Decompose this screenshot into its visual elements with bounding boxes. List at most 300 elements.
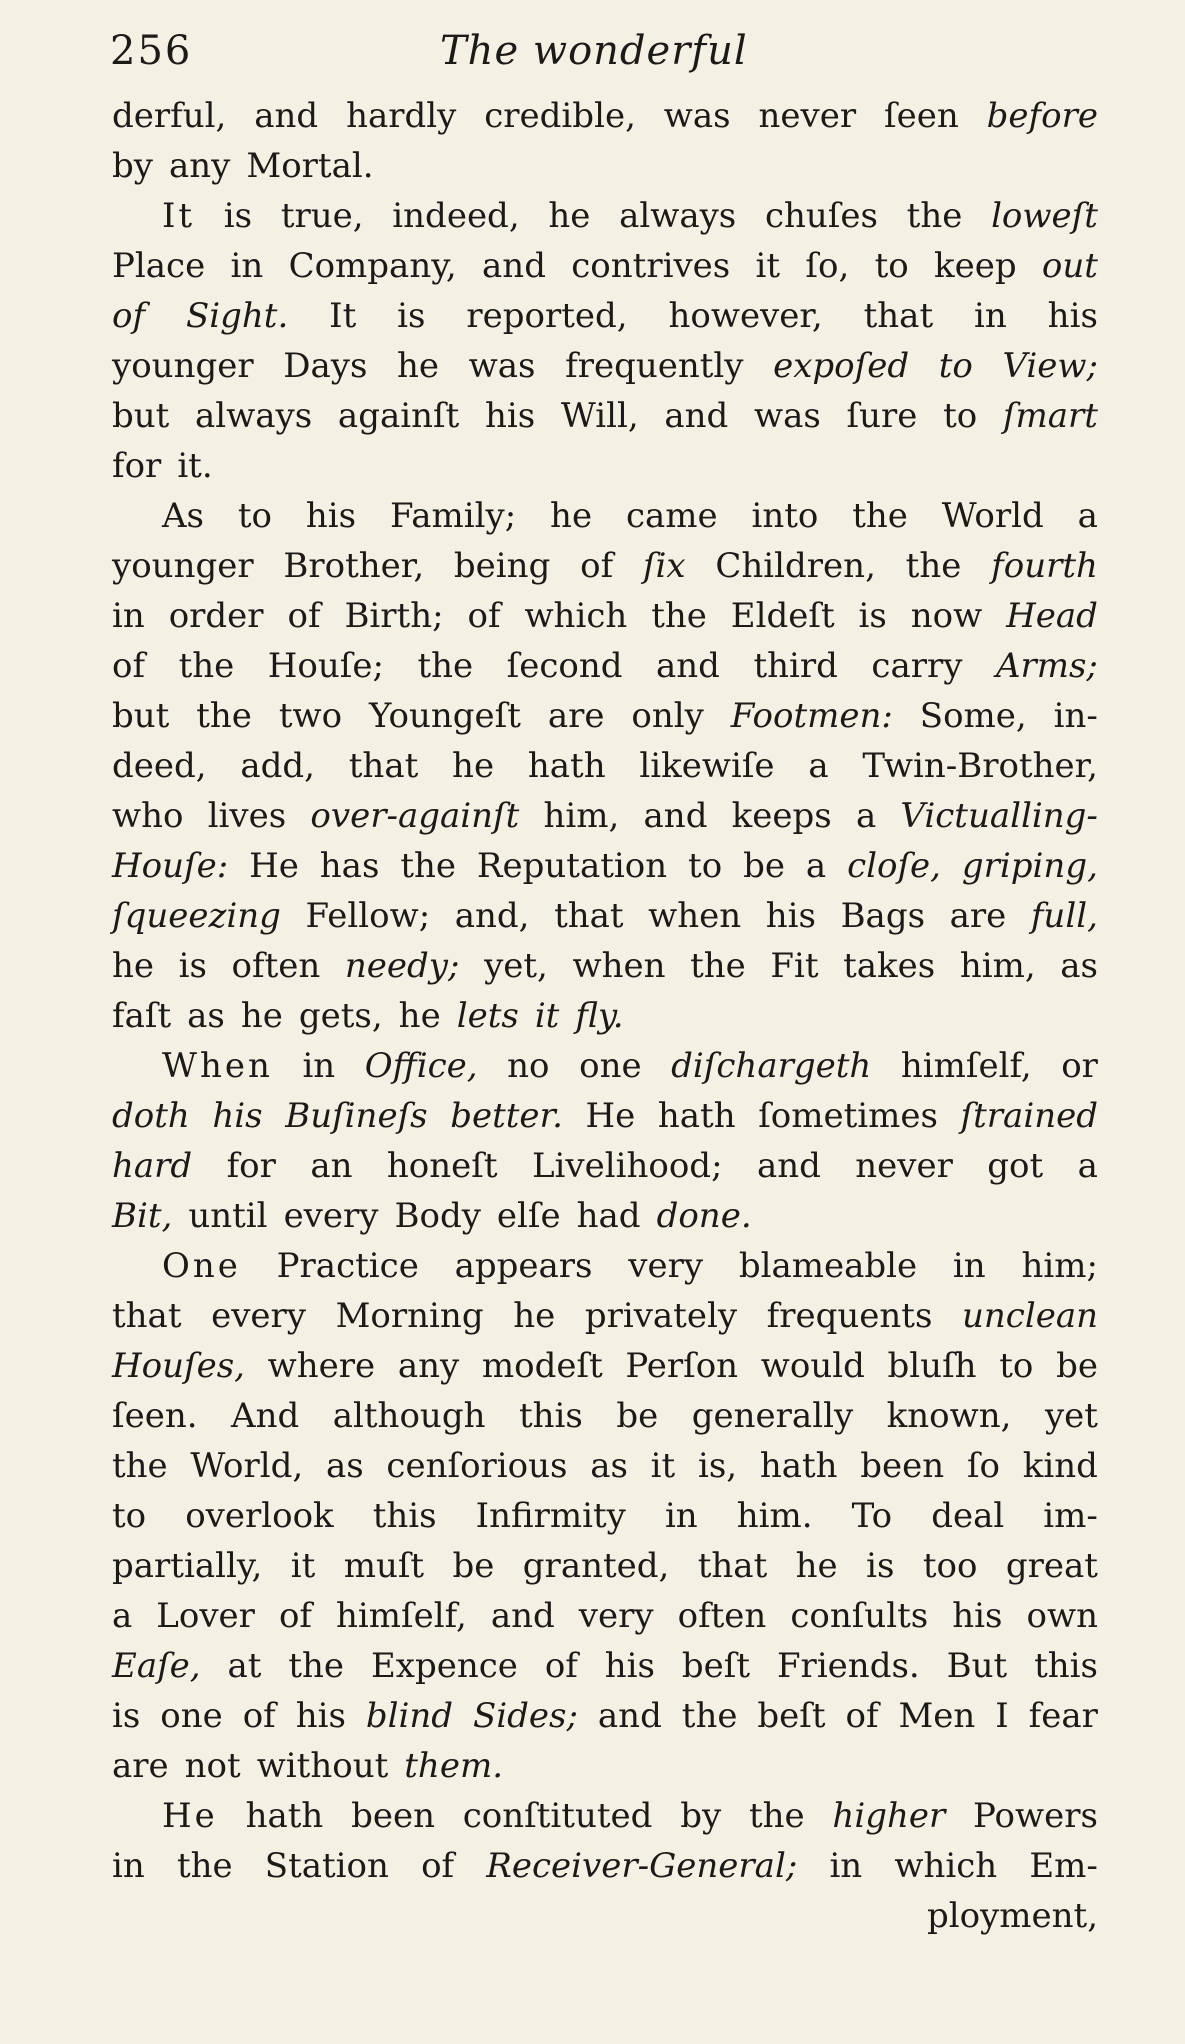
word: To (851, 1496, 893, 1536)
text-line (112, 1296, 1098, 1346)
word: is (397, 296, 426, 336)
word: a (855, 796, 877, 836)
word: of (580, 546, 614, 586)
word: that (863, 296, 934, 336)
word: very (578, 1596, 654, 1636)
word: and (482, 246, 546, 286)
word: View; (1002, 346, 1098, 386)
word: ſix (642, 546, 686, 586)
word: great (1005, 1546, 1098, 1586)
word: in (664, 1496, 698, 1536)
word: Houſes, (112, 1346, 245, 1386)
word: Eldeſt (730, 596, 835, 636)
word: never (758, 96, 857, 136)
word: would (760, 1346, 865, 1386)
word: him. (736, 1496, 813, 1536)
word: as (1060, 946, 1098, 986)
word: Houſe: (112, 846, 229, 886)
word: fly. (575, 996, 624, 1036)
word: Sides; (473, 1696, 578, 1736)
word: takes (843, 946, 936, 986)
word: As (162, 496, 205, 536)
word: One (162, 1246, 241, 1286)
word: in (302, 1046, 336, 1086)
word: better. (450, 1096, 563, 1136)
word: as (590, 1446, 628, 1486)
word: gets, (298, 996, 383, 1036)
word: World (941, 496, 1044, 536)
text-line (112, 1496, 1098, 1546)
word: He (585, 1096, 636, 1136)
word: him, (959, 946, 1036, 986)
word: it (650, 1446, 676, 1486)
word: he (548, 196, 591, 236)
word: before (986, 96, 1098, 136)
text-line (112, 296, 1098, 346)
text-line (112, 1196, 1098, 1246)
word: hard (112, 1146, 193, 1186)
word: it (534, 996, 560, 1036)
word: faſt (112, 996, 172, 1036)
word: needy; (344, 946, 460, 986)
word: the (196, 696, 252, 736)
word: ſmart (1002, 396, 1098, 436)
word: are (547, 696, 605, 736)
word: ſecond (506, 646, 623, 686)
word: the (112, 1446, 168, 1486)
word: It (329, 296, 357, 336)
word: any (168, 146, 231, 186)
word: ſometimes (758, 1096, 938, 1136)
word: credible, (484, 96, 636, 136)
word: that (697, 1546, 768, 1586)
word: diſchargeth (671, 1046, 872, 1086)
word: hath (759, 1446, 838, 1486)
word: true, (280, 196, 364, 236)
word: ſure (846, 396, 918, 436)
word: ployment, (926, 1896, 1098, 1936)
word: done. (656, 1196, 752, 1236)
word: Footmen: (730, 696, 893, 736)
word: and (643, 796, 708, 836)
word: him; (1021, 1246, 1098, 1286)
word: a (1077, 1146, 1098, 1186)
word: chuſes (764, 196, 878, 236)
word: ſeen. (112, 1396, 198, 1436)
word: Some, (919, 696, 1027, 736)
word: are (949, 896, 1007, 936)
word: this (1034, 1646, 1098, 1686)
word: Will, (560, 396, 639, 436)
text-line (112, 896, 1098, 946)
word: loweſt (991, 196, 1098, 236)
word: out (1041, 246, 1098, 286)
word: Fellow; (305, 896, 431, 936)
word: Men (898, 1696, 976, 1736)
text-line (112, 1046, 1098, 1096)
word: now (910, 596, 983, 636)
word: as (187, 996, 225, 1036)
word: Friends. (776, 1646, 920, 1686)
word: for (226, 1146, 276, 1186)
text-line (112, 1746, 1098, 1796)
word: the (288, 1646, 345, 1686)
word: lives (207, 796, 287, 836)
word: derful, (112, 96, 227, 136)
word: Body (394, 1196, 481, 1236)
word: only (631, 696, 704, 736)
word: without (256, 1746, 389, 1786)
word: elſe (496, 1196, 561, 1236)
word: is (223, 196, 253, 236)
word: Family; (389, 496, 517, 536)
text-line (112, 196, 1098, 246)
word: overlook (185, 1496, 334, 1536)
word: which (894, 1846, 998, 1886)
word: fourth (991, 546, 1098, 586)
word: the (906, 196, 963, 236)
word: the (417, 646, 474, 686)
word: his (295, 1696, 346, 1736)
word: third (753, 646, 838, 686)
text-line (112, 1696, 1098, 1746)
word: of (421, 1846, 455, 1886)
word: the (905, 546, 962, 586)
word: the (651, 596, 707, 636)
word: generally (691, 1396, 854, 1436)
word: been (860, 1446, 945, 1486)
word: of (242, 1696, 276, 1736)
word: ſo, (805, 246, 850, 286)
word: Fit (770, 946, 819, 986)
word: keeps (731, 796, 832, 836)
word: kind (1022, 1446, 1098, 1486)
word: always (619, 196, 737, 236)
word: any (397, 1346, 460, 1386)
word: that (348, 746, 419, 786)
word: of (845, 1696, 879, 1736)
word: cenſorious (386, 1446, 568, 1486)
word: higher (832, 1796, 946, 1836)
word: ſeen (884, 96, 959, 136)
text-line (112, 646, 1098, 696)
word: and, (454, 896, 530, 936)
text-line (112, 846, 1098, 896)
word: modeſt (481, 1346, 603, 1386)
word: and (656, 646, 720, 686)
word: conſults (790, 1596, 929, 1636)
word: Infirmity (475, 1496, 626, 1536)
word: When (162, 1046, 273, 1086)
word: into (751, 496, 819, 536)
word: in- (1053, 696, 1098, 736)
word: it. (177, 446, 213, 486)
word: being (453, 546, 551, 586)
word: Livelihood; (531, 1146, 723, 1186)
word: he (452, 746, 495, 786)
word: Days (283, 346, 368, 386)
word: granted, (522, 1546, 670, 1586)
word: too (922, 1546, 978, 1586)
word: Place (112, 246, 206, 286)
word: are (112, 1746, 169, 1786)
word: bluſh (887, 1346, 977, 1386)
word: Head (1006, 596, 1098, 636)
word: to (874, 246, 909, 286)
word: as (325, 1446, 364, 1486)
word: no (507, 1046, 550, 1086)
word: however, (668, 296, 823, 336)
word: Mortal. (246, 146, 374, 186)
word: which (524, 596, 628, 636)
word: hath (657, 1096, 736, 1136)
word: Receiver-General; (486, 1846, 798, 1886)
word: has (319, 846, 380, 886)
text-line (112, 996, 1098, 1046)
word: of (112, 646, 146, 686)
word: his (765, 896, 816, 936)
word: that (554, 896, 624, 936)
word: he (513, 1296, 556, 1336)
word: blameable (738, 1246, 918, 1286)
word: was (468, 346, 536, 386)
word: by (112, 146, 153, 186)
word: a (112, 1596, 133, 1636)
word: He (162, 1796, 218, 1836)
word: this (518, 1396, 583, 1436)
text-line (112, 346, 1098, 396)
word: unclean (962, 1296, 1098, 1336)
word: was (754, 396, 821, 436)
word: deed, (112, 746, 207, 786)
word: to (943, 396, 978, 436)
text-line (112, 1896, 1098, 1946)
word: always (195, 396, 313, 436)
word: Arms; (995, 646, 1098, 686)
word: was (663, 96, 731, 136)
word: expoſed (773, 346, 910, 386)
word: privately (584, 1296, 738, 1336)
word: Powers (973, 1796, 1098, 1836)
word: his (604, 1646, 656, 1686)
word: known, (886, 1396, 1012, 1436)
text-line (112, 396, 1098, 446)
word: hath (527, 746, 606, 786)
word: his (484, 396, 536, 436)
word: of (287, 596, 321, 636)
text-line (112, 1396, 1098, 1446)
word: every (283, 1196, 379, 1236)
word: been (351, 1796, 435, 1836)
text-line (112, 1796, 1098, 1846)
word: is (858, 596, 887, 636)
word: Bags (840, 896, 926, 936)
word: beſt (681, 1646, 751, 1686)
word: and (597, 1696, 662, 1736)
text-line (112, 1846, 1098, 1896)
word: frequently (565, 346, 744, 386)
word: Houſe; (267, 646, 384, 686)
word: in (829, 1846, 863, 1886)
word: fear (1028, 1696, 1098, 1736)
word: that (112, 1296, 182, 1336)
word: Reputation (476, 846, 668, 886)
word: Practice (276, 1246, 419, 1286)
word: beſt (757, 1696, 826, 1736)
text-line (112, 946, 1098, 996)
word: be (616, 1396, 659, 1436)
word: blind (365, 1696, 454, 1736)
word: in (112, 596, 145, 636)
word: of (467, 596, 501, 636)
running-head (110, 22, 1100, 82)
word: and (490, 1596, 555, 1636)
word: he (112, 946, 155, 986)
word: Lover (156, 1596, 255, 1636)
word: lets (456, 996, 519, 1036)
word: partially, (112, 1546, 263, 1586)
word: of (278, 1596, 313, 1636)
word: ſqueezing (112, 896, 281, 936)
word: the (178, 646, 235, 686)
word: muſt (343, 1546, 425, 1586)
word: he (795, 1546, 838, 1586)
word: contrives (571, 246, 731, 286)
word: but (112, 696, 170, 736)
word: but (112, 396, 170, 436)
word: every (211, 1296, 307, 1336)
text-line (112, 146, 1098, 196)
word: Bit, (112, 1196, 173, 1236)
word: Victualling- (900, 796, 1098, 836)
word: Company, (288, 246, 457, 286)
word: when (648, 896, 742, 936)
word: deal (931, 1496, 1005, 1536)
word: to (237, 496, 273, 536)
word: conſtituted (462, 1796, 653, 1836)
text-line (112, 596, 1098, 646)
text-line (112, 546, 1098, 596)
text-line (112, 1246, 1098, 1296)
word: Station (264, 1846, 389, 1886)
word: and (756, 1146, 821, 1186)
text-line (112, 1646, 1098, 1696)
word: be (743, 846, 785, 886)
word: carry (871, 646, 963, 686)
word: his (952, 1596, 1003, 1636)
word: he (398, 996, 441, 1036)
text-line (112, 1146, 1098, 1196)
text-line (112, 746, 1098, 796)
word: him, (543, 796, 620, 836)
word: a (805, 846, 827, 886)
word: He (249, 846, 299, 886)
word: to (112, 1496, 147, 1536)
word: at (227, 1646, 262, 1686)
text-line (112, 496, 1098, 546)
word: his (1047, 296, 1098, 336)
word: Office, (364, 1046, 478, 1086)
word: Twin-Brother, (862, 746, 1098, 786)
word: in (230, 246, 264, 286)
word: Sight. (185, 296, 289, 336)
word: the (748, 1796, 805, 1836)
word: often (231, 946, 321, 986)
word: often (677, 1596, 767, 1636)
word: or (1061, 1046, 1098, 1086)
word: himſelf, (900, 1046, 1032, 1086)
text-line (112, 246, 1098, 296)
word: Buſineſs (285, 1096, 428, 1136)
text-line (112, 1096, 1098, 1146)
word: is (112, 1696, 141, 1736)
word: add, (240, 746, 315, 786)
word: is, (697, 1446, 738, 1486)
word: ſtrained (960, 1096, 1098, 1136)
word: had (576, 1196, 641, 1236)
word: the (852, 496, 908, 536)
word: Children, (715, 546, 876, 586)
word: got (987, 1146, 1044, 1186)
body-text (112, 96, 1098, 1946)
word: of (112, 296, 146, 336)
word: never (855, 1146, 953, 1186)
text-line (112, 446, 1098, 496)
word: very (628, 1246, 704, 1286)
word: until (188, 1196, 268, 1236)
word: it (755, 246, 781, 286)
word: againſt (337, 396, 460, 436)
word: doth (112, 1096, 190, 1136)
word: younger (112, 546, 254, 586)
word: his (305, 496, 357, 536)
word: full, (1030, 896, 1098, 936)
word: Expence (370, 1646, 518, 1686)
word: be (452, 1546, 495, 1586)
word: Em- (1029, 1846, 1098, 1886)
word: Brother, (283, 546, 425, 586)
word: to (688, 846, 723, 886)
word: one (579, 1046, 642, 1086)
page-number: 256 (110, 28, 193, 74)
word: he (550, 496, 593, 536)
word: Eaſe, (112, 1646, 201, 1686)
word: to (938, 346, 973, 386)
word: he (397, 346, 440, 386)
word: be (1056, 1346, 1098, 1386)
word: frequents (766, 1296, 933, 1336)
word: Perſon (625, 1346, 739, 1386)
word: griping, (961, 846, 1098, 886)
word: And (231, 1396, 300, 1436)
word: and (254, 96, 319, 136)
word: is (178, 946, 207, 986)
word: Birth; (344, 596, 444, 636)
word: reported, (466, 296, 628, 336)
word: in (974, 296, 1007, 336)
word: in (952, 1246, 986, 1286)
word: this (372, 1496, 437, 1536)
word: and (664, 396, 729, 436)
word: indeed, (392, 196, 520, 236)
word: the (681, 1696, 738, 1736)
word: keep (934, 246, 1017, 286)
word: a (808, 746, 829, 786)
word: himſelf, (336, 1596, 467, 1636)
word: I (995, 1696, 1009, 1736)
word: appears (454, 1246, 593, 1286)
word: Morning (335, 1296, 484, 1336)
